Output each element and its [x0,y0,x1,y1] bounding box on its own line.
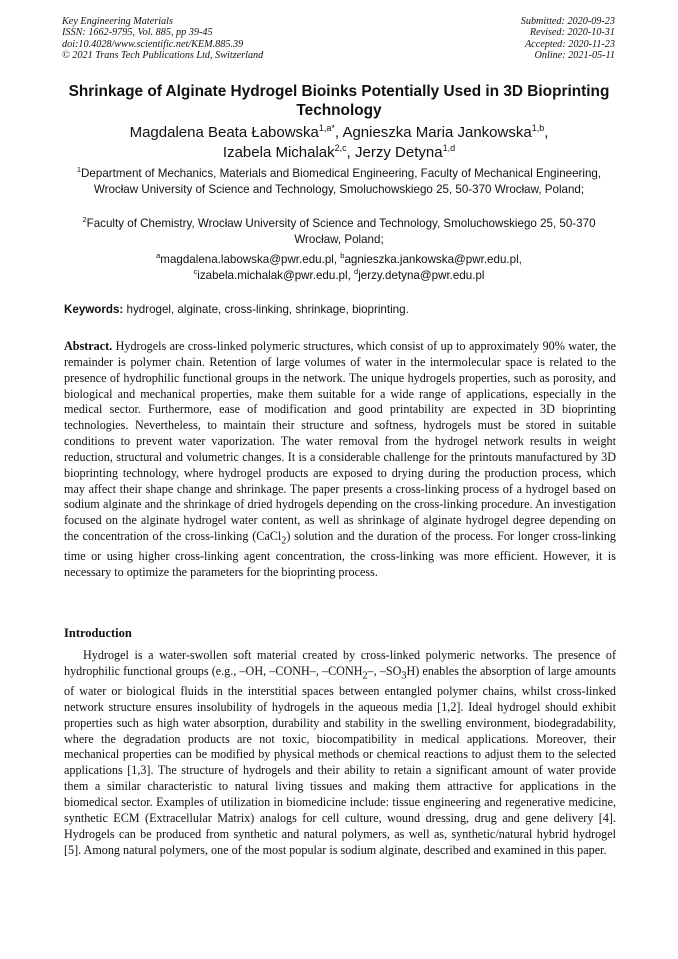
author-affil-sup: 2,c [334,142,347,153]
keywords-text: hydrogel, alginate, cross-linking, shrinkage, bioprinting. [126,303,409,316]
journal-issn: ISSN: 1662-9795, Vol. 885, pp 39-45 [62,27,213,39]
email-link[interactable]: izabela.michalak@pwr.edu.pl, [197,268,351,282]
affiliation-1 [62,166,616,198]
abstract-text-cont: ) solution and the duration of the process. For longer cross-linking time or using higher cross-linking agent concentration, the cross-linking was more efficient. However, it is necessary to optimize the parameters for the bioprinting process. [64,529,616,580]
abstract-text: Hydrogels are cross-linked polymeric structures, which consist of up to approximately 90% water, the remainder is polymer chain. Retention of large volumes of water in the intermolecular space is related to the presence of hydrophilic functional groups in the network. The unique hydrogels properties, such as porosity, and biological and mechanical properties, make them suitable for a wide range of applications, especially in the medical sector. Furthermore, ease of modification and good printability are expected in 3D bioprinting technologies. Nevertheless, to maintain their structure and softness, hydrogels must be stored in suitable conditions to prevent water vaporization. The water removal from the hydrogel network results in weight reduction, structural and volumetric changes. It is a considerable challenge for the printouts manufactured by 3D bioprinting technology, where hydrogel products are exposed to drying during the production process, which may affect their shape change and shrinkage. The paper presents a cross-linking process of a hydrogel based on sodium alginate and the shrinkage of dried hydrogels depending on the cross-linking procedure. An investigation focused on the alginate hydrogel water content, as well as shrinkage of alginate hydrogel degree depending on the concentration of the cross-linking (CaCl [64,339,616,544]
author-emails [62,252,616,284]
journal-copyright: © 2021 Trans Tech Publications Ltd, Switzerland [62,49,264,61]
affiliation-text: Faculty of Chemistry, Wrocław University of Science and Technology, Smoluchowskiego 25, 50-370 Wrocław, Poland; [86,217,596,246]
date-accepted: Accepted: 2020-11-23 [524,38,615,50]
affiliation-2 [62,216,616,248]
author-affil-sup: 1,d [442,142,456,153]
date-online: Online: 2021-05-11 [534,49,615,61]
keywords-label: Keywords: [64,303,124,316]
email-sup: c [193,266,198,276]
affiliation-text: Department of Mechanics, Materials and Biomedical Engineering, Faculty of Mechanical Engineering, Wrocław University of Science and Technology, Smoluchowskiego 25, 50-370 Wrocław, Poland; [81,167,602,196]
subscript: 2 [362,670,368,682]
intro-text: –, –SO [367,663,402,678]
keywords [64,302,409,317]
author-name: Agnieszka Maria Jankowska [342,124,532,141]
email-sup: d [354,266,359,276]
intro-text: Hydrogel is a water-swollen soft material created by cross-linked polymeric networks. The presence of hydrophilic functional groups (e.g., –OH, –CONH–, –CONH [64,648,616,678]
subscript: 3 [401,670,407,682]
journal-info [62,16,263,61]
author-name: Izabela Michalak [222,143,335,161]
author-name: Magdalena Beata Łabowska [129,124,319,141]
author-list: Magdalena Beata Łabowska$^{1,a*}$, Agnieszka Maria Jankowska$^{1,b}$, Izabela Michalak$^{2,c}$, Jerzy Detyna$^{1,d}$ [129,123,549,161]
date-submitted: Submitted: 2020-09-23 [520,16,615,27]
email-link[interactable]: agnieszka.jankowska@pwr.edu.pl, [344,253,522,266]
email-sup: b [340,251,345,261]
introduction-paragraph [64,648,616,858]
section-heading-introduction: Introduction [64,626,132,640]
journal-doi[interactable]: doi:10.4028/www.scientific.net/KEM.885.39 [62,38,244,50]
author-name: Jerzy Detyna [355,143,443,161]
email-link[interactable]: jerzy.detyna@pwr.edu.pl [358,268,485,282]
subscript: 2 [281,535,287,547]
affiliation-sup: 2 [82,215,87,225]
affiliation-sup: 1 [76,165,82,175]
intro-text: H) enables the absorption of large amounts of water or biological fluids in the interstitial spaces between entangled polymer chains, whilst cross-linked network structure ensures insolubility of hydrogels in the aqueous media [1,2]. Ideal hydrogel should exhibit properties such as high water absorption, durability and stability in the swelling environment, biodegradability, where the degradation products are not toxic, biocompatibility in medical applications. Moreover, their mechanical properties can be modified by physical methods or chemical reactions to adjust them to the selected applications [1,3]. The structure of hydrogels and their ability to retain a significant amount of water provide them a similar characteristic to natural living tissues and making them attractive for applications in the biomedical sector. Examples of utilization in biomedicine include: tissue engineering and regenerative medicine, synthetic ECM (Extracellular Matrix) analogs for cell culture, wound dressing, drug and gene delivery [4]. Hydrogels can be produced from synthetic and natural polymers, as well as, synthetic/natural hybrid hydrogel [5]. Among natural polymers, one of the most popular is sodium alginate, described and examined in this paper. [64,663,617,857]
abstract-label: Abstract. [64,339,113,353]
email-link[interactable]: magdalena.labowska@pwr.edu.pl, [160,253,338,266]
submission-dates [521,16,615,61]
date-revised: Revised: 2020-10-31 [529,27,615,39]
author-affil-sup: 1,b [531,123,545,133]
abstract [64,339,616,581]
paper-title: Shrinkage of Alginate Hydrogel Bioinks Potentially Used in 3D Bioprinting Technology [68,83,610,119]
journal-name: Key Engineering Materials [62,16,173,27]
author-affil-sup: 1,a* [318,123,335,133]
email-sup: a [156,251,161,261]
